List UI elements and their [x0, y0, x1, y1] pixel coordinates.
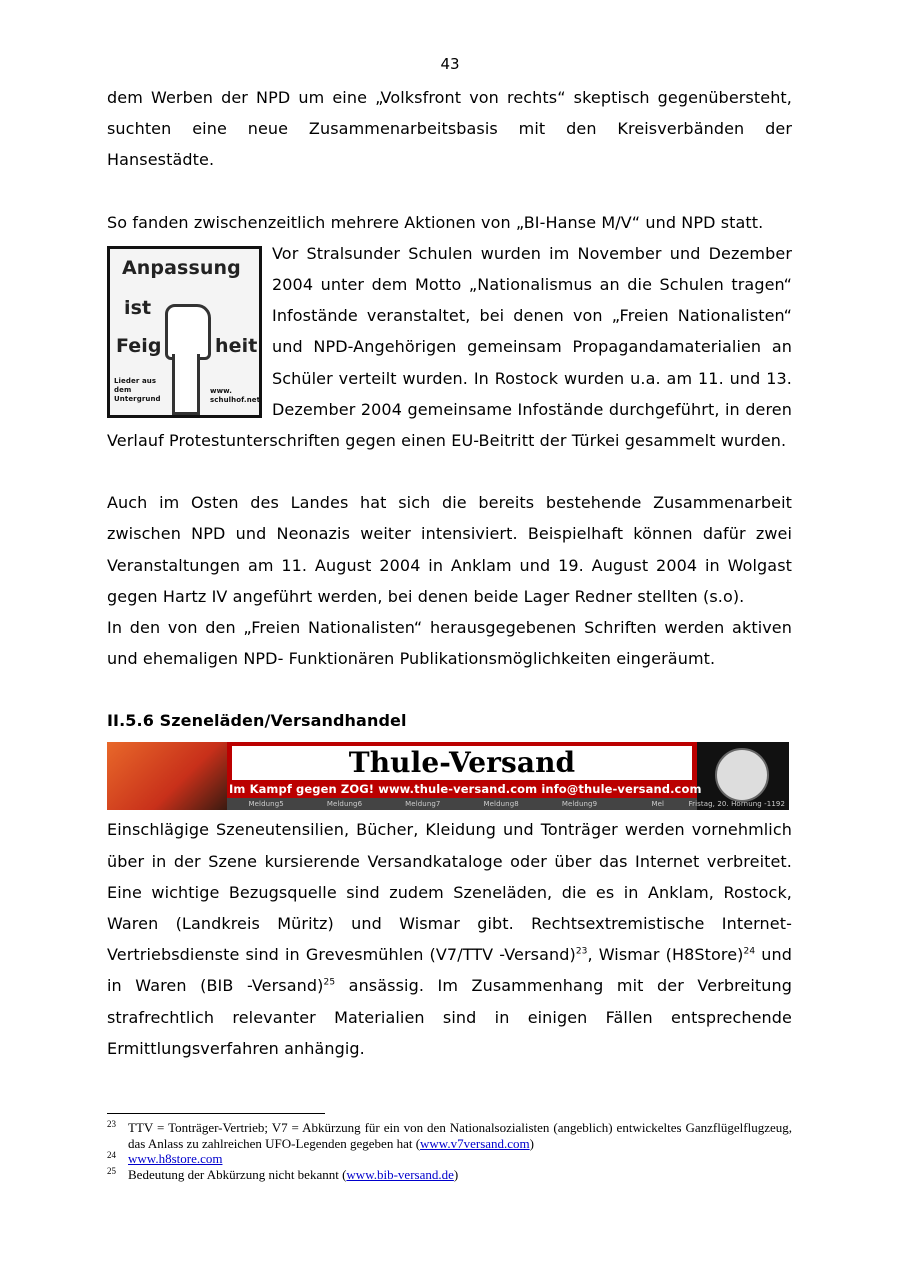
footnotes [107, 1120, 792, 1182]
paragraph: So fanden zwischenzeitlich mehrere Aktionen von „BI-Hanse M/V“ und NPD statt. [107, 212, 764, 232]
footnote-link[interactable]: www.v7versand.com [420, 1135, 530, 1151]
footnote-ref[interactable]: 24 [743, 946, 756, 957]
fist-illustration [165, 304, 211, 360]
album-cover-image: Anpassung ist Feig heit Lieder aus dem Untergrund www. schulhof.net [107, 246, 262, 418]
paragraph: dem Werben der NPD um eine „Volksfront von rechts“ skeptisch gegenübersteht, suchten eine neue Zusammenarbeitsbasis mit den Kreisverbänden der Hansestädte. [107, 88, 792, 170]
footnote: 24 www.h8store.com [107, 1150, 223, 1166]
paragraph: Einschlägige Szeneutensilien, Bücher, Kleidung und Tonträger werden vornehmlich über in der Szene kursierende Versandkataloge oder über das Internet verbreitet. Eine wichtige Bezugsquelle sind zudem Szeneläden, die es in Anklam, Rostock, Waren (Landkreis Müritz) und Wismar gibt. Rechtsextremistische Internet-Vertriebsdienste sind in Grevesmühlen (V7/TTV -Versand)$^{23}$, Wismar (H8Store)$^{24}$ und in Waren (BIB -Versand)$^{25}$ ansässig. Im Zusammenhang mit der Verbreitung strafrechtlich relevanter Materialien sind in einigen Fällen entsprechende Ermittlungsverfahren anhängig. [107, 820, 793, 1058]
footnote: 25 Bedeutung der Abkürzung nicht bekannt (www.bib-versand.de) [107, 1165, 459, 1182]
page-number: 43 [440, 55, 460, 73]
footnote-separator [107, 1113, 325, 1114]
footnote: 23 TTV = Tonträger-Vertrieb; V7 = Abkürzung für ein von den Nationalsozialisten (angeblich) entwickeltes Ganzflügelflugzeug, das Anlass zu zahlreichen UFO-Legenden gegeben hat (www.v7versand.com) [107, 1119, 792, 1151]
section-heading: II.5.6 Szeneläden/Versandhandel [107, 711, 407, 731]
footnote-link[interactable]: www.h8store.com [128, 1151, 223, 1166]
paragraph: Auch im Osten des Landes hat sich die bereits bestehende Zusammenarbeit zwischen NPD und Neonazis weiter intensiviert. Beispielhaft können dafür zwei Veranstaltungen am 11. August 2004 in Anklam und 19. August 2004 in Wolgast gegen Hartz IV angeführt werden, bei denen beide Lager Redner stellten (s.o). [107, 493, 792, 606]
footnote-ref[interactable]: 25 [323, 978, 336, 989]
footnote-ref[interactable]: 23 [575, 946, 588, 957]
paragraph: Vor Stralsunder Schulen wurden im November und Dezember 2004 unter dem Motto „Nationalismus an die Schulen tragen“ Infostände veranstaltet, bei denen von „Freien Nationalisten“ und NPD-Angehörigen gemeinsam Propagandamaterialien an Schüler verteilt wurden. In Rostock wurden u.a. am 11. und 13. Dezember 2004 gemeinsame Infostände durchgeführt, in deren Verlauf Protestunterschriften gegen einen EU-Beitritt der Türkei gesammelt wurden. [107, 243, 792, 451]
footnote-link[interactable]: www.bib-versand.de [346, 1166, 454, 1182]
thule-versand-banner-image: Thule-Versand Im Kampf gegen ZOG! www.thule-versand.com info@thule-versand.com Meldung5 Meldung6 Meldung7 Meldung8 Meldung9 Mel Fristag, 20. Hornung -1192 [107, 742, 789, 810]
paragraph: In den von den „Freien Nationalisten“ herausgegebenen Schriften werden aktiven und ehemaligen NPD- Funktionären Publikationsmöglichkeiten eingeräumt. [107, 618, 792, 669]
body-text [107, 82, 792, 1064]
